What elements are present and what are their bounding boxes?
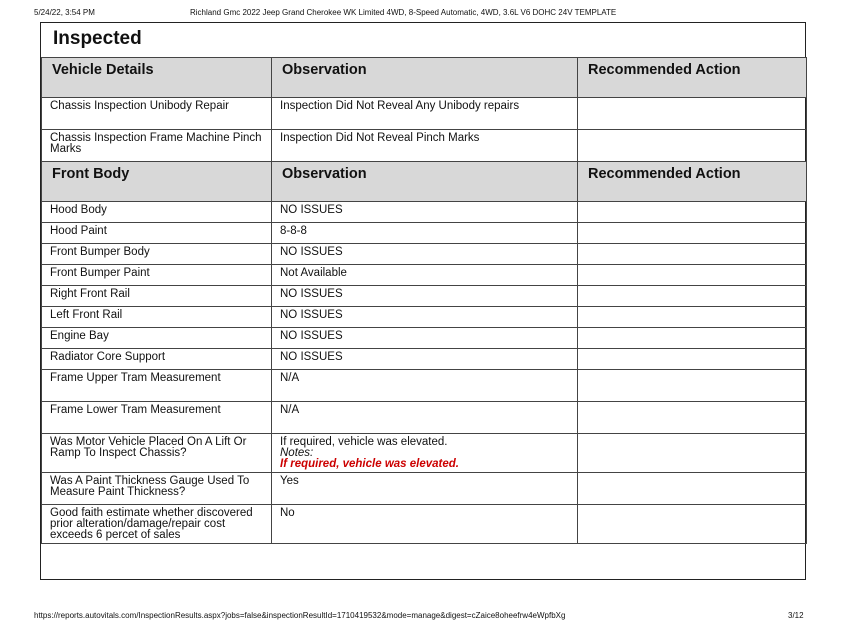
- table-row: [42, 98, 807, 130]
- action-cell: [578, 434, 807, 473]
- observation-cell: NO ISSUES: [272, 328, 578, 349]
- table-row: [42, 328, 807, 349]
- item-cell: Front Bumper Body: [42, 244, 272, 265]
- action-cell: [578, 370, 807, 402]
- table-row: [42, 307, 807, 328]
- item-cell: Hood Body: [42, 202, 272, 223]
- table-row: [42, 244, 807, 265]
- action-cell: [578, 349, 807, 370]
- notes-label: Notes:: [280, 447, 314, 459]
- action-cell: [578, 265, 807, 286]
- item-cell: Front Bumper Paint: [42, 265, 272, 286]
- column-header-item: Vehicle Details: [42, 58, 272, 98]
- front-body-header-row: [42, 162, 807, 202]
- print-date: 5/24/22, 3:54 PM: [34, 8, 95, 17]
- item-cell: Left Front Rail: [42, 307, 272, 328]
- action-cell: [578, 473, 807, 505]
- item-cell: Radiator Core Support: [42, 349, 272, 370]
- section-title: Inspected: [53, 28, 142, 49]
- inspection-table: [41, 57, 807, 544]
- table-row: [42, 265, 807, 286]
- table-row: [42, 402, 807, 434]
- table-row: [42, 286, 807, 307]
- action-cell: [578, 402, 807, 434]
- item-cell: Frame Lower Tram Measurement: [42, 402, 272, 434]
- item-cell: Was Motor Vehicle Placed On A Lift Or Ramp To Inspect Chassis?: [42, 434, 272, 473]
- footer-url: https://reports.autovitals.com/InspectionResults.aspx?jobs=false&inspectionResultId=1710419532&mode=manage&digest=cZaice8oheefrw4eWpfbXg: [34, 611, 566, 620]
- action-cell: [578, 328, 807, 349]
- action-cell: [578, 223, 807, 244]
- inspection-sheet: [40, 22, 806, 580]
- table-row: [42, 434, 807, 473]
- observation-cell: NO ISSUES: [272, 307, 578, 328]
- observation-cell: Inspection Did Not Reveal Pinch Marks: [272, 130, 578, 162]
- column-header-item: Front Body: [42, 162, 272, 202]
- item-cell: Chassis Inspection Frame Machine Pinch Marks: [42, 130, 272, 162]
- observation-cell: Yes: [272, 473, 578, 505]
- item-cell: Engine Bay: [42, 328, 272, 349]
- observation-cell: NO ISSUES: [272, 286, 578, 307]
- observation-cell: N/A: [272, 402, 578, 434]
- action-cell: [578, 505, 807, 544]
- table-row: [42, 505, 807, 544]
- table-row: [42, 370, 807, 402]
- observation-cell: NO ISSUES: [272, 244, 578, 265]
- table-row: [42, 349, 807, 370]
- observation-cell: No: [272, 505, 578, 544]
- item-cell: Right Front Rail: [42, 286, 272, 307]
- item-cell: Chassis Inspection Unibody Repair: [42, 98, 272, 130]
- action-cell: [578, 286, 807, 307]
- observation-cell: 8-8-8: [272, 223, 578, 244]
- observation-cell: [272, 434, 578, 473]
- action-cell: [578, 98, 807, 130]
- column-header-recommended-action: Recommended Action: [578, 58, 807, 98]
- notes-text: If required, vehicle was elevated.: [280, 458, 459, 470]
- column-header-observation: Observation: [272, 58, 578, 98]
- action-cell: [578, 307, 807, 328]
- document-header-title: Richland Gmc 2022 Jeep Grand Cherokee WK Limited 4WD, 8-Speed Automatic, 4WD, 3.6L V6 DOHC 24V TEMPLATE: [190, 8, 617, 17]
- table-row: [42, 473, 807, 505]
- table-row: [42, 223, 807, 244]
- table-row: [42, 202, 807, 223]
- action-cell: [578, 244, 807, 265]
- item-cell: Good faith estimate whether discovered prior alteration/damage/repair cost exceeds 6 percet of sales: [42, 505, 272, 544]
- column-header-observation: Observation: [272, 162, 578, 202]
- observation-cell: Not Available: [272, 265, 578, 286]
- observation-cell: NO ISSUES: [272, 202, 578, 223]
- observation-cell: NO ISSUES: [272, 349, 578, 370]
- action-cell: [578, 202, 807, 223]
- item-cell: Hood Paint: [42, 223, 272, 244]
- page-number: 3/12: [788, 611, 804, 620]
- observation-cell: N/A: [272, 370, 578, 402]
- table-row: [42, 130, 807, 162]
- action-cell: [578, 130, 807, 162]
- observation-cell: Inspection Did Not Reveal Any Unibody repairs: [272, 98, 578, 130]
- vehicle-details-header-row: [42, 58, 807, 98]
- observation-text: If required, vehicle was elevated.: [280, 436, 448, 448]
- item-cell: Was A Paint Thickness Gauge Used To Measure Paint Thickness?: [42, 473, 272, 505]
- column-header-recommended-action: Recommended Action: [578, 162, 807, 202]
- item-cell: Frame Upper Tram Measurement: [42, 370, 272, 402]
